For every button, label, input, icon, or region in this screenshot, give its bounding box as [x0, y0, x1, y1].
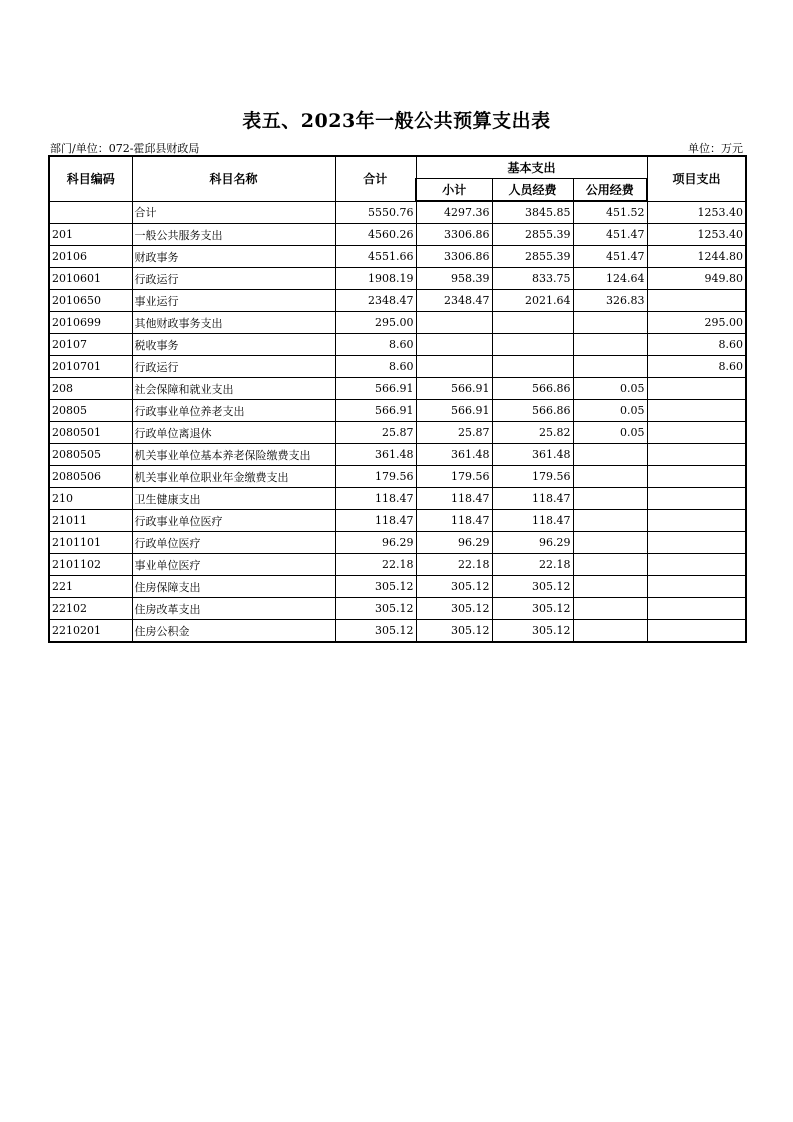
cell-total: 25.87 [335, 422, 416, 444]
table-row [49, 224, 746, 246]
table-row [49, 378, 746, 400]
cell-code: 208 [49, 378, 132, 400]
table-row [49, 268, 746, 290]
table-row [49, 576, 746, 598]
cell-project: 1253.40 [647, 224, 746, 246]
cell-total: 8.60 [335, 356, 416, 378]
table-row [49, 444, 746, 466]
cell-total: 4560.26 [335, 224, 416, 246]
cell-public: 451.52 [573, 201, 647, 224]
budget-table [48, 155, 747, 643]
department-label: 部门/单位：072-霍邱县财政局 [50, 142, 200, 155]
cell-public [573, 356, 647, 378]
cell-name: 行政事业单位医疗 [132, 510, 335, 532]
cell-subtotal: 305.12 [416, 576, 492, 598]
cell-personnel: 305.12 [492, 598, 573, 620]
cell-personnel [492, 334, 573, 356]
header-public: 公用经费 [573, 179, 647, 202]
cell-project [647, 378, 746, 400]
cell-personnel: 118.47 [492, 488, 573, 510]
cell-name: 住房公积金 [132, 620, 335, 643]
table-row [49, 290, 746, 312]
cell-name: 税收事务 [132, 334, 335, 356]
cell-total: 118.47 [335, 488, 416, 510]
cell-total: 5550.76 [335, 201, 416, 224]
cell-subtotal: 179.56 [416, 466, 492, 488]
header-total: 合计 [335, 156, 416, 201]
cell-project: 1253.40 [647, 201, 746, 224]
cell-public [573, 532, 647, 554]
cell-code: 2101102 [49, 554, 132, 576]
cell-personnel: 833.75 [492, 268, 573, 290]
header-name: 科目名称 [132, 156, 335, 201]
table-row [49, 201, 746, 224]
cell-project [647, 400, 746, 422]
cell-name: 事业单位医疗 [132, 554, 335, 576]
cell-public [573, 312, 647, 334]
cell-total: 96.29 [335, 532, 416, 554]
cell-project [647, 488, 746, 510]
cell-code: 221 [49, 576, 132, 598]
cell-personnel: 361.48 [492, 444, 573, 466]
cell-total: 361.48 [335, 444, 416, 466]
table-row [49, 422, 746, 444]
cell-personnel: 566.86 [492, 400, 573, 422]
cell-personnel: 25.82 [492, 422, 573, 444]
table-row [49, 620, 746, 643]
cell-total: 566.91 [335, 400, 416, 422]
cell-public [573, 620, 647, 643]
cell-code: 2080505 [49, 444, 132, 466]
cell-public [573, 554, 647, 576]
cell-personnel: 118.47 [492, 510, 573, 532]
cell-subtotal [416, 356, 492, 378]
cell-project [647, 466, 746, 488]
cell-project [647, 422, 746, 444]
cell-subtotal: 361.48 [416, 444, 492, 466]
cell-project [647, 290, 746, 312]
cell-subtotal: 118.47 [416, 510, 492, 532]
table-row [49, 400, 746, 422]
cell-code [49, 201, 132, 224]
cell-code: 20107 [49, 334, 132, 356]
cell-personnel: 22.18 [492, 554, 573, 576]
cell-public: 451.47 [573, 246, 647, 268]
cell-name: 事业运行 [132, 290, 335, 312]
cell-code: 201 [49, 224, 132, 246]
table-row [49, 510, 746, 532]
cell-name: 卫生健康支出 [132, 488, 335, 510]
unit-label: 单位：万元 [688, 142, 743, 155]
cell-subtotal: 305.12 [416, 620, 492, 643]
header-code: 科目编码 [49, 156, 132, 201]
cell-subtotal: 25.87 [416, 422, 492, 444]
cell-project [647, 444, 746, 466]
cell-code: 2010701 [49, 356, 132, 378]
cell-personnel: 305.12 [492, 576, 573, 598]
cell-personnel: 96.29 [492, 532, 573, 554]
cell-personnel: 305.12 [492, 620, 573, 643]
cell-total: 566.91 [335, 378, 416, 400]
cell-subtotal [416, 312, 492, 334]
cell-subtotal: 305.12 [416, 598, 492, 620]
cell-subtotal: 566.91 [416, 400, 492, 422]
table-body [49, 201, 746, 642]
cell-code: 210 [49, 488, 132, 510]
cell-name: 其他财政事务支出 [132, 312, 335, 334]
table-row [49, 312, 746, 334]
cell-project: 1244.80 [647, 246, 746, 268]
cell-subtotal [416, 334, 492, 356]
table-row [49, 598, 746, 620]
table-row [49, 532, 746, 554]
cell-code: 21011 [49, 510, 132, 532]
cell-public: 0.05 [573, 378, 647, 400]
table-row [49, 334, 746, 356]
table-row [49, 356, 746, 378]
cell-personnel: 2021.64 [492, 290, 573, 312]
cell-code: 22102 [49, 598, 132, 620]
table-header [49, 156, 746, 201]
cell-subtotal: 118.47 [416, 488, 492, 510]
cell-name: 社会保障和就业支出 [132, 378, 335, 400]
cell-total: 8.60 [335, 334, 416, 356]
cell-name: 行政单位离退休 [132, 422, 335, 444]
cell-code: 2080506 [49, 466, 132, 488]
cell-project [647, 576, 746, 598]
cell-personnel: 2855.39 [492, 224, 573, 246]
cell-public: 451.47 [573, 224, 647, 246]
cell-public [573, 576, 647, 598]
table-row [49, 488, 746, 510]
cell-name: 机关事业单位职业年金缴费支出 [132, 466, 335, 488]
cell-public [573, 334, 647, 356]
header-subtotal: 小计 [416, 179, 492, 202]
cell-project: 8.60 [647, 356, 746, 378]
cell-personnel [492, 312, 573, 334]
cell-subtotal: 3306.86 [416, 246, 492, 268]
cell-subtotal: 4297.36 [416, 201, 492, 224]
cell-code: 2080501 [49, 422, 132, 444]
cell-project [647, 598, 746, 620]
cell-subtotal: 958.39 [416, 268, 492, 290]
cell-subtotal: 2348.47 [416, 290, 492, 312]
table-row [49, 466, 746, 488]
cell-code: 20106 [49, 246, 132, 268]
cell-name: 行政运行 [132, 356, 335, 378]
cell-name: 一般公共服务支出 [132, 224, 335, 246]
cell-public: 124.64 [573, 268, 647, 290]
cell-name: 住房保障支出 [132, 576, 335, 598]
header-project: 项目支出 [647, 156, 746, 201]
cell-personnel: 179.56 [492, 466, 573, 488]
table-row [49, 246, 746, 268]
cell-project: 8.60 [647, 334, 746, 356]
cell-public [573, 510, 647, 532]
cell-name: 机关事业单位基本养老保险缴费支出 [132, 444, 335, 466]
header-basic: 基本支出 [416, 156, 647, 179]
cell-total: 305.12 [335, 576, 416, 598]
cell-project [647, 532, 746, 554]
cell-public: 0.05 [573, 400, 647, 422]
cell-total: 295.00 [335, 312, 416, 334]
cell-code: 20805 [49, 400, 132, 422]
cell-code: 2010650 [49, 290, 132, 312]
cell-name: 合计 [132, 201, 335, 224]
cell-total: 2348.47 [335, 290, 416, 312]
cell-public: 0.05 [573, 422, 647, 444]
cell-subtotal: 96.29 [416, 532, 492, 554]
cell-code: 2010699 [49, 312, 132, 334]
cell-name: 行政运行 [132, 268, 335, 290]
cell-personnel: 566.86 [492, 378, 573, 400]
cell-personnel [492, 356, 573, 378]
cell-public [573, 466, 647, 488]
header-personnel: 人员经费 [492, 179, 573, 202]
cell-code: 2210201 [49, 620, 132, 643]
cell-public [573, 598, 647, 620]
cell-total: 118.47 [335, 510, 416, 532]
cell-total: 179.56 [335, 466, 416, 488]
cell-total: 305.12 [335, 598, 416, 620]
cell-name: 财政事务 [132, 246, 335, 268]
table-row [49, 554, 746, 576]
cell-name: 行政单位医疗 [132, 532, 335, 554]
page-title: 表五、2023年一般公共预算支出表 [242, 110, 551, 132]
cell-total: 1908.19 [335, 268, 416, 290]
cell-name: 行政事业单位养老支出 [132, 400, 335, 422]
cell-public: 326.83 [573, 290, 647, 312]
cell-name: 住房改革支出 [132, 598, 335, 620]
cell-personnel: 2855.39 [492, 246, 573, 268]
cell-project: 949.80 [647, 268, 746, 290]
cell-total: 305.12 [335, 620, 416, 643]
cell-subtotal: 566.91 [416, 378, 492, 400]
cell-code: 2010601 [49, 268, 132, 290]
cell-public [573, 444, 647, 466]
cell-subtotal: 3306.86 [416, 224, 492, 246]
cell-personnel: 3845.85 [492, 201, 573, 224]
cell-total: 22.18 [335, 554, 416, 576]
cell-subtotal: 22.18 [416, 554, 492, 576]
cell-code: 2101101 [49, 532, 132, 554]
cell-public [573, 488, 647, 510]
cell-project [647, 510, 746, 532]
cell-project: 295.00 [647, 312, 746, 334]
cell-project [647, 620, 746, 643]
cell-project [647, 554, 746, 576]
cell-total: 4551.66 [335, 246, 416, 268]
